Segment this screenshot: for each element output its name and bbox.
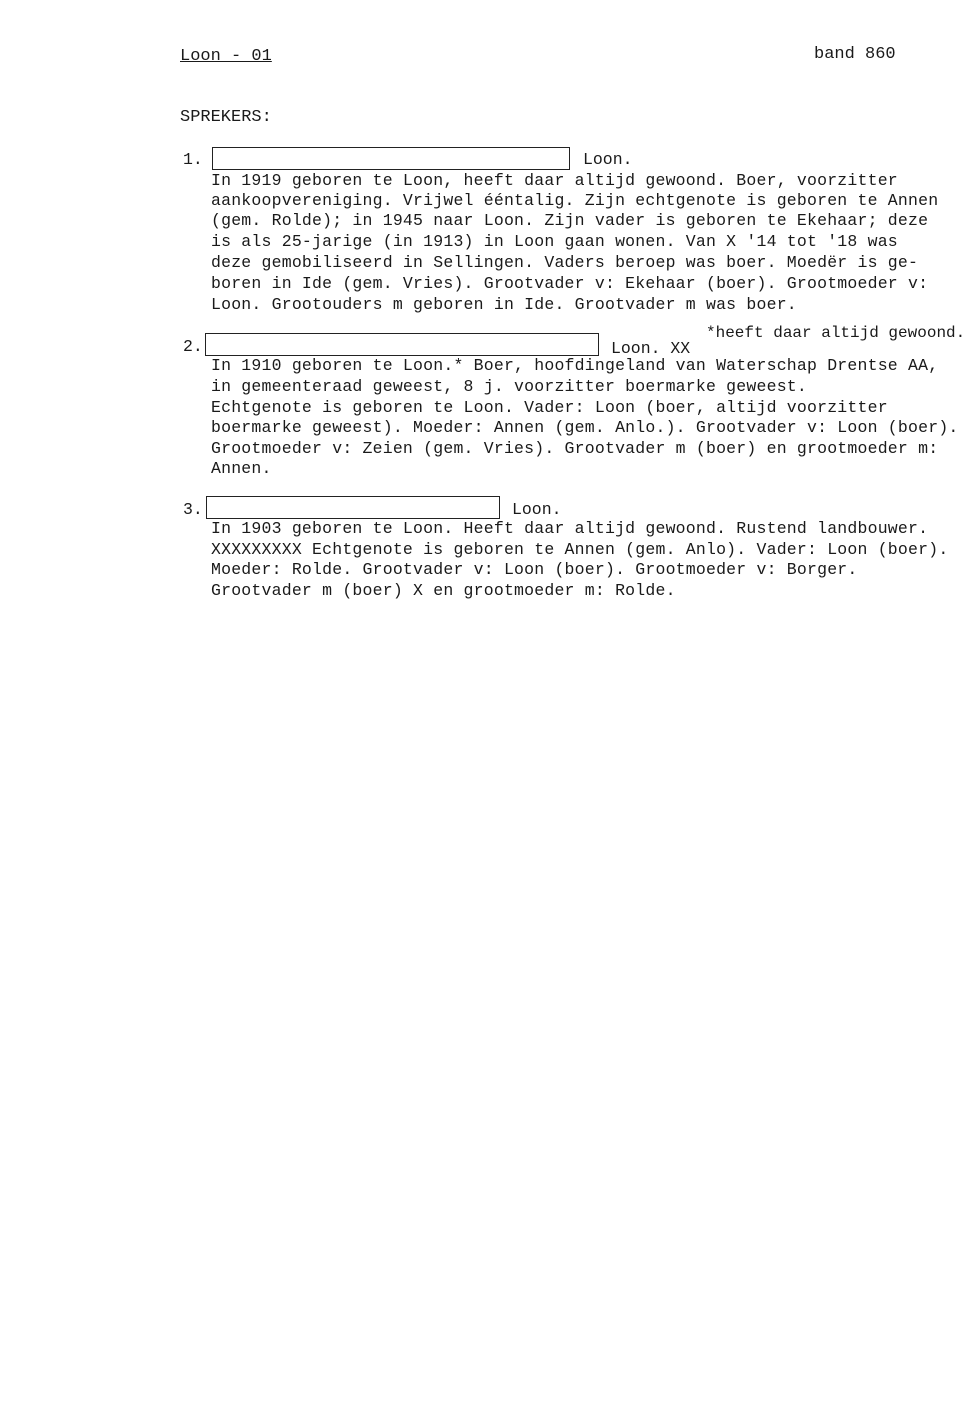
band-number: band 860 <box>814 45 896 64</box>
speaker-line: In 1919 geboren te Loon, heeft daar altijd gewoond. Boer, voorzitter <box>211 171 898 190</box>
speaker-line: In 1903 geboren te Loon. Heeft daar altijd gewoond. Rustend landbouwer. <box>211 519 929 538</box>
speaker-place: Loon. <box>583 150 633 169</box>
speaker-line: Moeder: Rolde. Grootvader v: Loon (boer). Grootmoeder v: Borger. <box>211 560 858 579</box>
redacted-name-box <box>206 496 500 519</box>
speaker-number: 1. <box>183 150 203 169</box>
speaker-number: 3. <box>183 500 203 519</box>
inserted-note: *heeft daar altijd gewoond. <box>706 324 966 342</box>
speaker-line: is als 25-jarige (in 1913) in Loon gaan wonen. Van X '14 tot '18 was <box>211 232 898 251</box>
speaker-line: (gem. Rolde); in 1945 naar Loon. Zijn vader is geboren te Ekehaar; deze <box>211 211 929 230</box>
redacted-name-box <box>212 147 570 170</box>
document-reference: Loon - 01 <box>180 47 272 66</box>
speaker-line: XXXXXXXXX Echtgenote is geboren te Annen (gem. Anlo). Vader: Loon (boer). <box>211 540 949 559</box>
speaker-line: Grootmoeder v: Zeien (gem. Vries). Grootvader m (boer) en grootmoeder m: <box>211 439 939 458</box>
speaker-line: boermarke geweest). Moeder: Annen (gem. Anlo.). Grootvader v: Loon (boer). <box>211 418 959 437</box>
speaker-line: in gemeenteraad geweest, 8 j. voorzitter boermarke geweest. <box>211 377 807 396</box>
speaker-place: Loon. XX <box>611 339 691 358</box>
speaker-line: aankoopvereniging. Vrijwel ééntalig. Zijn echtgenote is geboren te Annen <box>211 191 939 210</box>
speaker-line: Annen. <box>211 459 272 478</box>
speaker-line: boren in Ide (gem. Vries). Grootvader v: Ekehaar (boer). Grootmoeder v: <box>211 274 929 293</box>
redacted-name-box <box>205 333 599 356</box>
speaker-number: 2. <box>183 337 203 356</box>
speaker-line: Echtgenote is geboren te Loon. Vader: Loon (boer, altijd voorzitter <box>211 398 888 417</box>
section-title: SPREKERS: <box>180 108 272 127</box>
speaker-line: In 1910 geboren te Loon.* Boer, hoofdingeland van Waterschap Drentse AA, <box>211 356 939 375</box>
speaker-place: Loon. <box>512 500 562 519</box>
speaker-line: Loon. Grootouders m geboren in Ide. Grootvader m was boer. <box>211 295 797 314</box>
speaker-line: Grootvader m (boer) X en grootmoeder m: Rolde. <box>211 581 676 600</box>
speaker-line: deze gemobiliseerd in Sellingen. Vaders beroep was boer. Moedër is ge- <box>211 253 919 272</box>
